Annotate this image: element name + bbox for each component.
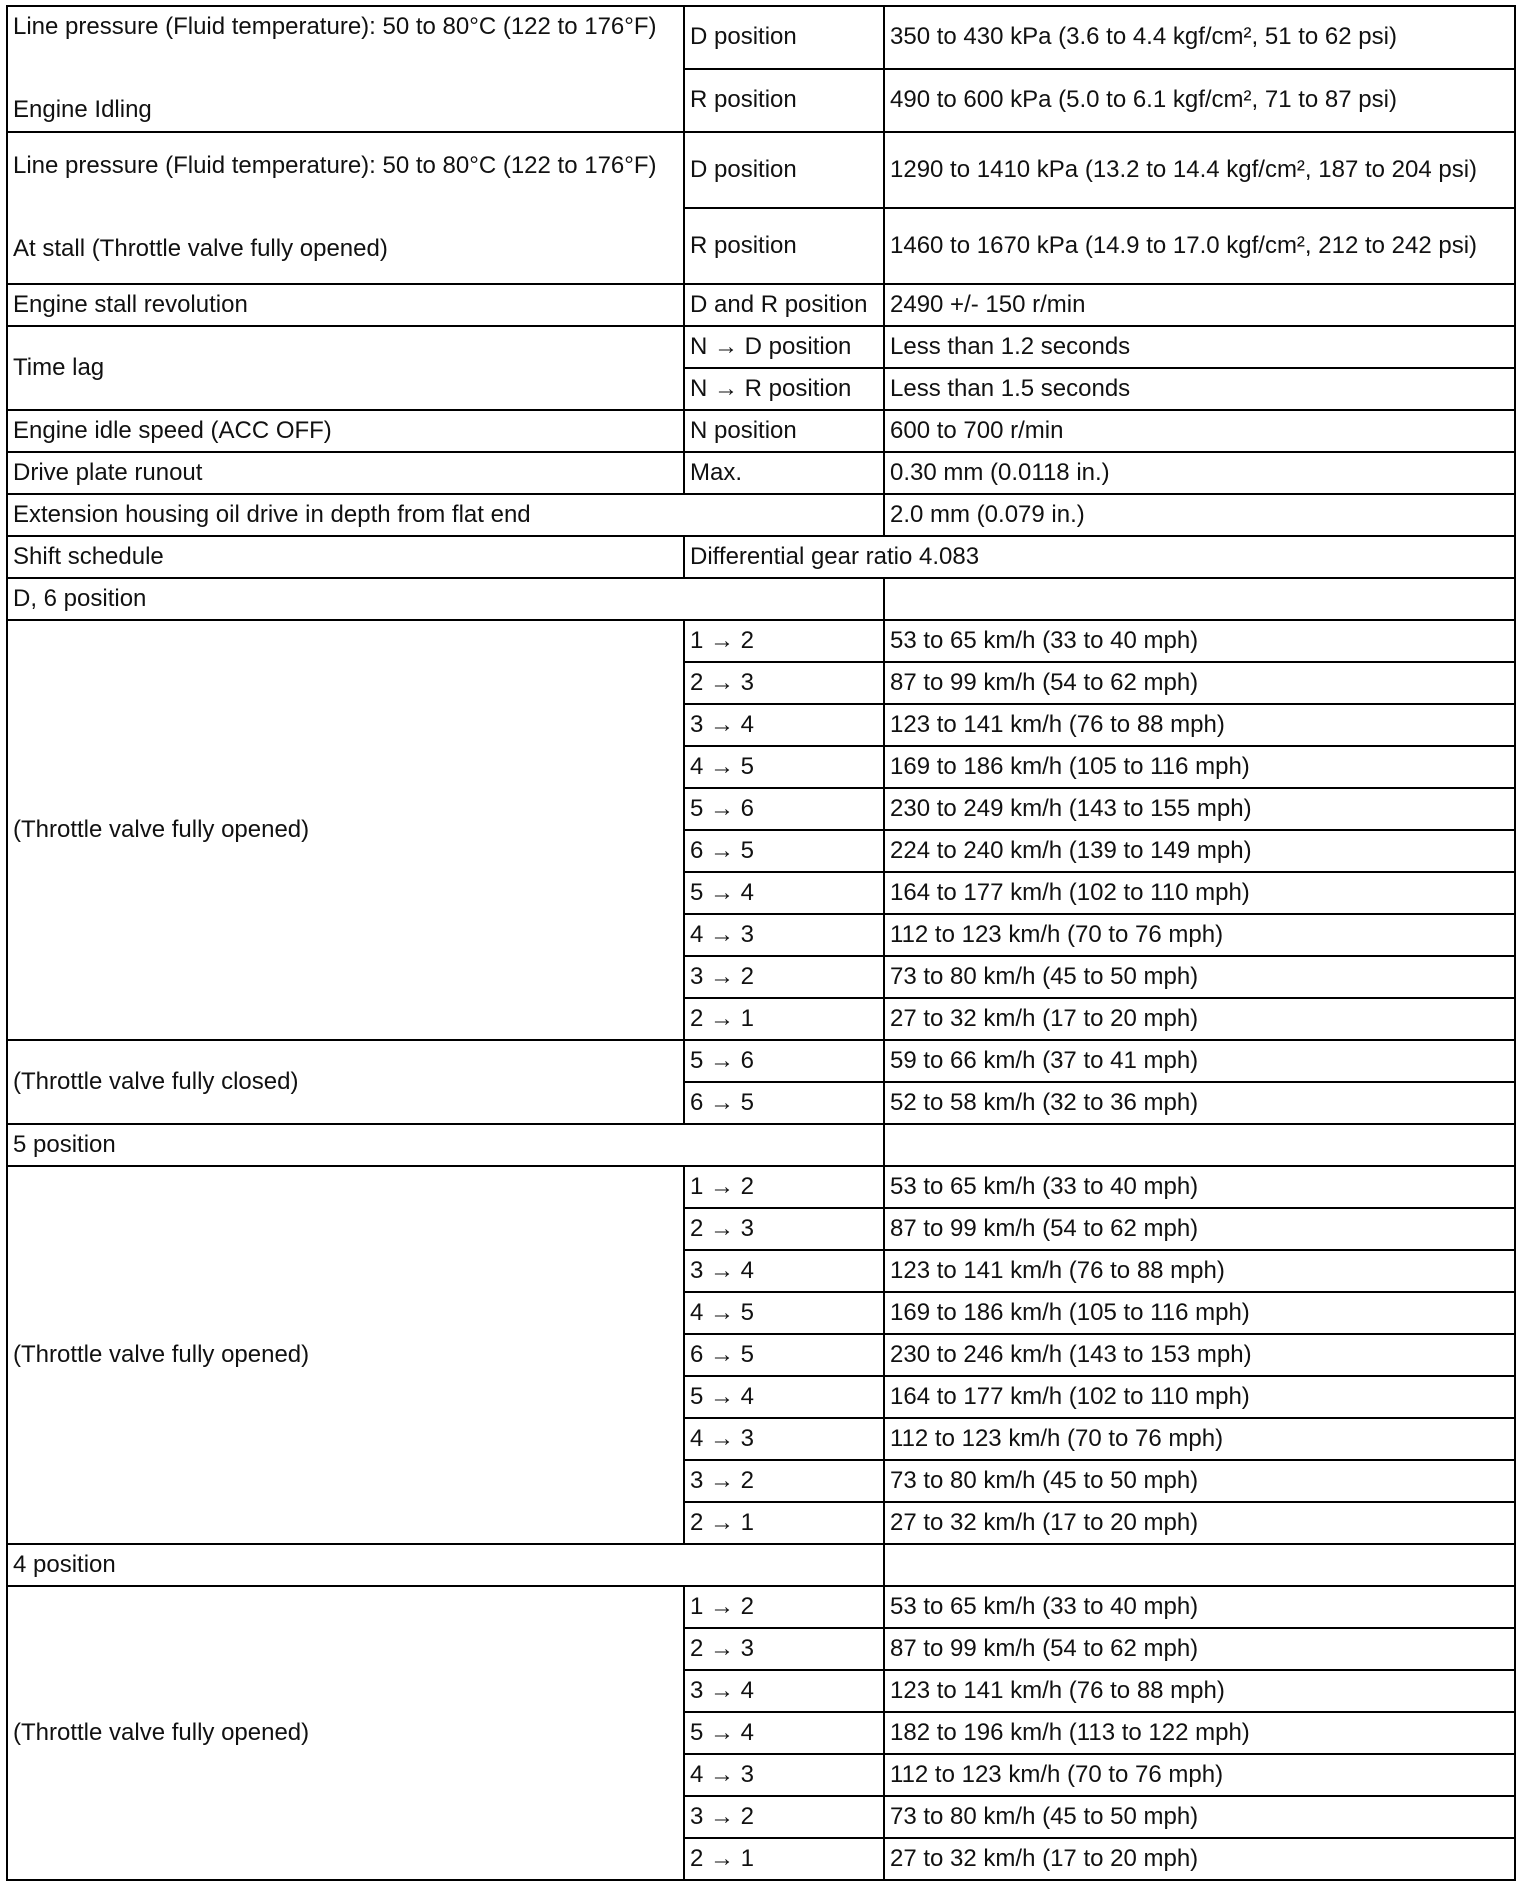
line-pressure-stall-r-value: 1460 to 1670 kPa (14.9 to 17.0 kgf/cm², 212 to 242 psi)	[884, 208, 1515, 284]
shift-speed: 112 to 123 km/h (70 to 76 mph)	[884, 914, 1515, 956]
throttle-condition-label: (Throttle valve fully opened)	[7, 1586, 684, 1880]
table-row	[7, 6, 1515, 69]
shift-step: 3 → 4	[684, 1670, 884, 1712]
shift-speed: 230 to 246 km/h (143 to 153 mph)	[884, 1334, 1515, 1376]
shift-step: 3 → 2	[684, 1796, 884, 1838]
line-pressure-idle-r-position: R position	[684, 69, 884, 132]
shift-schedule-value: Differential gear ratio 4.083	[684, 536, 1515, 578]
shift-speed: 27 to 32 km/h (17 to 20 mph)	[884, 998, 1515, 1040]
shift-step: 5 → 4	[684, 872, 884, 914]
shift-step: 1 → 2	[684, 1586, 884, 1628]
table-row	[7, 1040, 1515, 1082]
shift-speed: 53 to 65 km/h (33 to 40 mph)	[884, 1586, 1515, 1628]
shift-step: 6 → 5	[684, 1334, 884, 1376]
shift-step: 3 → 2	[684, 1460, 884, 1502]
shift-speed: 53 to 65 km/h (33 to 40 mph)	[884, 620, 1515, 662]
line-pressure-idle-r-value: 490 to 600 kPa (5.0 to 6.1 kgf/cm², 71 to 87 psi)	[884, 69, 1515, 132]
extension-housing-value: 2.0 mm (0.079 in.)	[884, 494, 1515, 536]
table-row	[7, 620, 1515, 662]
shift-speed: 224 to 240 km/h (139 to 149 mph)	[884, 830, 1515, 872]
section-title: 5 position	[7, 1124, 884, 1166]
shift-speed: 87 to 99 km/h (54 to 62 mph)	[884, 1208, 1515, 1250]
table-row	[7, 132, 1515, 208]
idle-speed-label: Engine idle speed (ACC OFF)	[7, 410, 684, 452]
shift-speed: 112 to 123 km/h (70 to 76 mph)	[884, 1418, 1515, 1460]
shift-step: 5 → 4	[684, 1712, 884, 1754]
drive-plate-label: Drive plate runout	[7, 452, 684, 494]
shift-step: 2 → 1	[684, 998, 884, 1040]
table-row	[7, 1586, 1515, 1628]
shift-speed: 87 to 99 km/h (54 to 62 mph)	[884, 1628, 1515, 1670]
time-lag-n-r-value: Less than 1.5 seconds	[884, 368, 1515, 410]
table-row	[7, 578, 1515, 620]
section-title-spacer	[884, 578, 1515, 620]
shift-step: 1 → 2	[684, 620, 884, 662]
shift-speed: 52 to 58 km/h (32 to 36 mph)	[884, 1082, 1515, 1124]
shift-speed: 164 to 177 km/h (102 to 110 mph)	[884, 872, 1515, 914]
table-row	[7, 284, 1515, 326]
throttle-condition-label: (Throttle valve fully opened)	[7, 620, 684, 1040]
line-pressure-stall-state: At stall (Throttle valve fully opened)	[13, 235, 388, 263]
stall-revolution-label: Engine stall revolution	[7, 284, 684, 326]
line-pressure-stall-d-value: 1290 to 1410 kPa (13.2 to 14.4 kgf/cm², 187 to 204 psi)	[884, 132, 1515, 208]
shift-step: 5 → 6	[684, 1040, 884, 1082]
table-row	[7, 494, 1515, 536]
shift-step: 4 → 3	[684, 914, 884, 956]
shift-step: 2 → 1	[684, 1838, 884, 1880]
line-pressure-idle-d-position: D position	[684, 6, 884, 69]
stall-revolution-value: 2490 +/- 150 r/min	[884, 284, 1515, 326]
time-lag-n-d-condition: N → D position	[684, 326, 884, 368]
shift-step: 2 → 3	[684, 1208, 884, 1250]
section-title-spacer	[884, 1544, 1515, 1586]
table-row	[7, 536, 1515, 578]
shift-speed: 27 to 32 km/h (17 to 20 mph)	[884, 1838, 1515, 1880]
shift-speed: 164 to 177 km/h (102 to 110 mph)	[884, 1376, 1515, 1418]
line-pressure-stall-r-position: R position	[684, 208, 884, 284]
shift-step: 6 → 5	[684, 830, 884, 872]
shift-step: 6 → 5	[684, 1082, 884, 1124]
shift-speed: 87 to 99 km/h (54 to 62 mph)	[884, 662, 1515, 704]
line-pressure-idle-state: Engine Idling	[13, 96, 152, 124]
line-pressure-stall-d-position: D position	[684, 132, 884, 208]
line-pressure-stall-condition: Line pressure (Fluid temperature): 50 to 80°C (122 to 176°F)	[13, 152, 657, 179]
table-row	[7, 1544, 1515, 1586]
shift-step: 4 → 3	[684, 1754, 884, 1796]
time-lag-n-d-value: Less than 1.2 seconds	[884, 326, 1515, 368]
shift-speed: 123 to 141 km/h (76 to 88 mph)	[884, 704, 1515, 746]
shift-schedule-label: Shift schedule	[7, 536, 684, 578]
idle-speed-condition: N position	[684, 410, 884, 452]
shift-speed: 230 to 249 km/h (143 to 155 mph)	[884, 788, 1515, 830]
shift-step: 4 → 5	[684, 1292, 884, 1334]
shift-speed: 53 to 65 km/h (33 to 40 mph)	[884, 1166, 1515, 1208]
shift-speed: 169 to 186 km/h (105 to 116 mph)	[884, 746, 1515, 788]
shift-speed: 123 to 141 km/h (76 to 88 mph)	[884, 1670, 1515, 1712]
throttle-condition-label: (Throttle valve fully closed)	[7, 1040, 684, 1124]
line-pressure-stall-label	[7, 132, 684, 284]
section-title-spacer	[884, 1124, 1515, 1166]
shift-speed: 59 to 66 km/h (37 to 41 mph)	[884, 1040, 1515, 1082]
shift-step: 5 → 6	[684, 788, 884, 830]
shift-step: 4 → 5	[684, 746, 884, 788]
shift-step: 5 → 4	[684, 1376, 884, 1418]
shift-speed: 182 to 196 km/h (113 to 122 mph)	[884, 1712, 1515, 1754]
drive-plate-value: 0.30 mm (0.0118 in.)	[884, 452, 1515, 494]
shift-step: 2 → 3	[684, 662, 884, 704]
extension-housing-label: Extension housing oil drive in depth from flat end	[7, 494, 884, 536]
throttle-condition-label: (Throttle valve fully opened)	[7, 1166, 684, 1544]
shift-step: 3 → 4	[684, 704, 884, 746]
shift-speed: 73 to 80 km/h (45 to 50 mph)	[884, 956, 1515, 998]
stall-revolution-condition: D and R position	[684, 284, 884, 326]
shift-speed: 73 to 80 km/h (45 to 50 mph)	[884, 1460, 1515, 1502]
shift-step: 3 → 4	[684, 1250, 884, 1292]
shift-speed: 169 to 186 km/h (105 to 116 mph)	[884, 1292, 1515, 1334]
section-title: 4 position	[7, 1544, 884, 1586]
shift-speed: 73 to 80 km/h (45 to 50 mph)	[884, 1796, 1515, 1838]
shift-speed: 27 to 32 km/h (17 to 20 mph)	[884, 1502, 1515, 1544]
table-row	[7, 326, 1515, 368]
shift-step: 3 → 2	[684, 956, 884, 998]
line-pressure-idle-condition: Line pressure (Fluid temperature): 50 to 80°C (122 to 176°F)	[13, 13, 657, 40]
shift-step: 2 → 1	[684, 1502, 884, 1544]
idle-speed-value: 600 to 700 r/min	[884, 410, 1515, 452]
table-row	[7, 1124, 1515, 1166]
shift-step: 2 → 3	[684, 1628, 884, 1670]
table-row	[7, 1166, 1515, 1208]
time-lag-n-r-condition: N → R position	[684, 368, 884, 410]
table-row	[7, 410, 1515, 452]
line-pressure-idle-d-value: 350 to 430 kPa (3.6 to 4.4 kgf/cm², 51 to 62 psi)	[884, 6, 1515, 69]
shift-step: 4 → 3	[684, 1418, 884, 1460]
spec-table-body	[7, 6, 1515, 1880]
time-lag-label: Time lag	[7, 326, 684, 410]
spec-table	[6, 5, 1516, 1881]
table-row	[7, 452, 1515, 494]
shift-speed: 123 to 141 km/h (76 to 88 mph)	[884, 1250, 1515, 1292]
shift-step: 1 → 2	[684, 1166, 884, 1208]
shift-speed: 112 to 123 km/h (70 to 76 mph)	[884, 1754, 1515, 1796]
drive-plate-condition: Max.	[684, 452, 884, 494]
line-pressure-idle-label	[7, 6, 684, 132]
section-title: D, 6 position	[7, 578, 884, 620]
